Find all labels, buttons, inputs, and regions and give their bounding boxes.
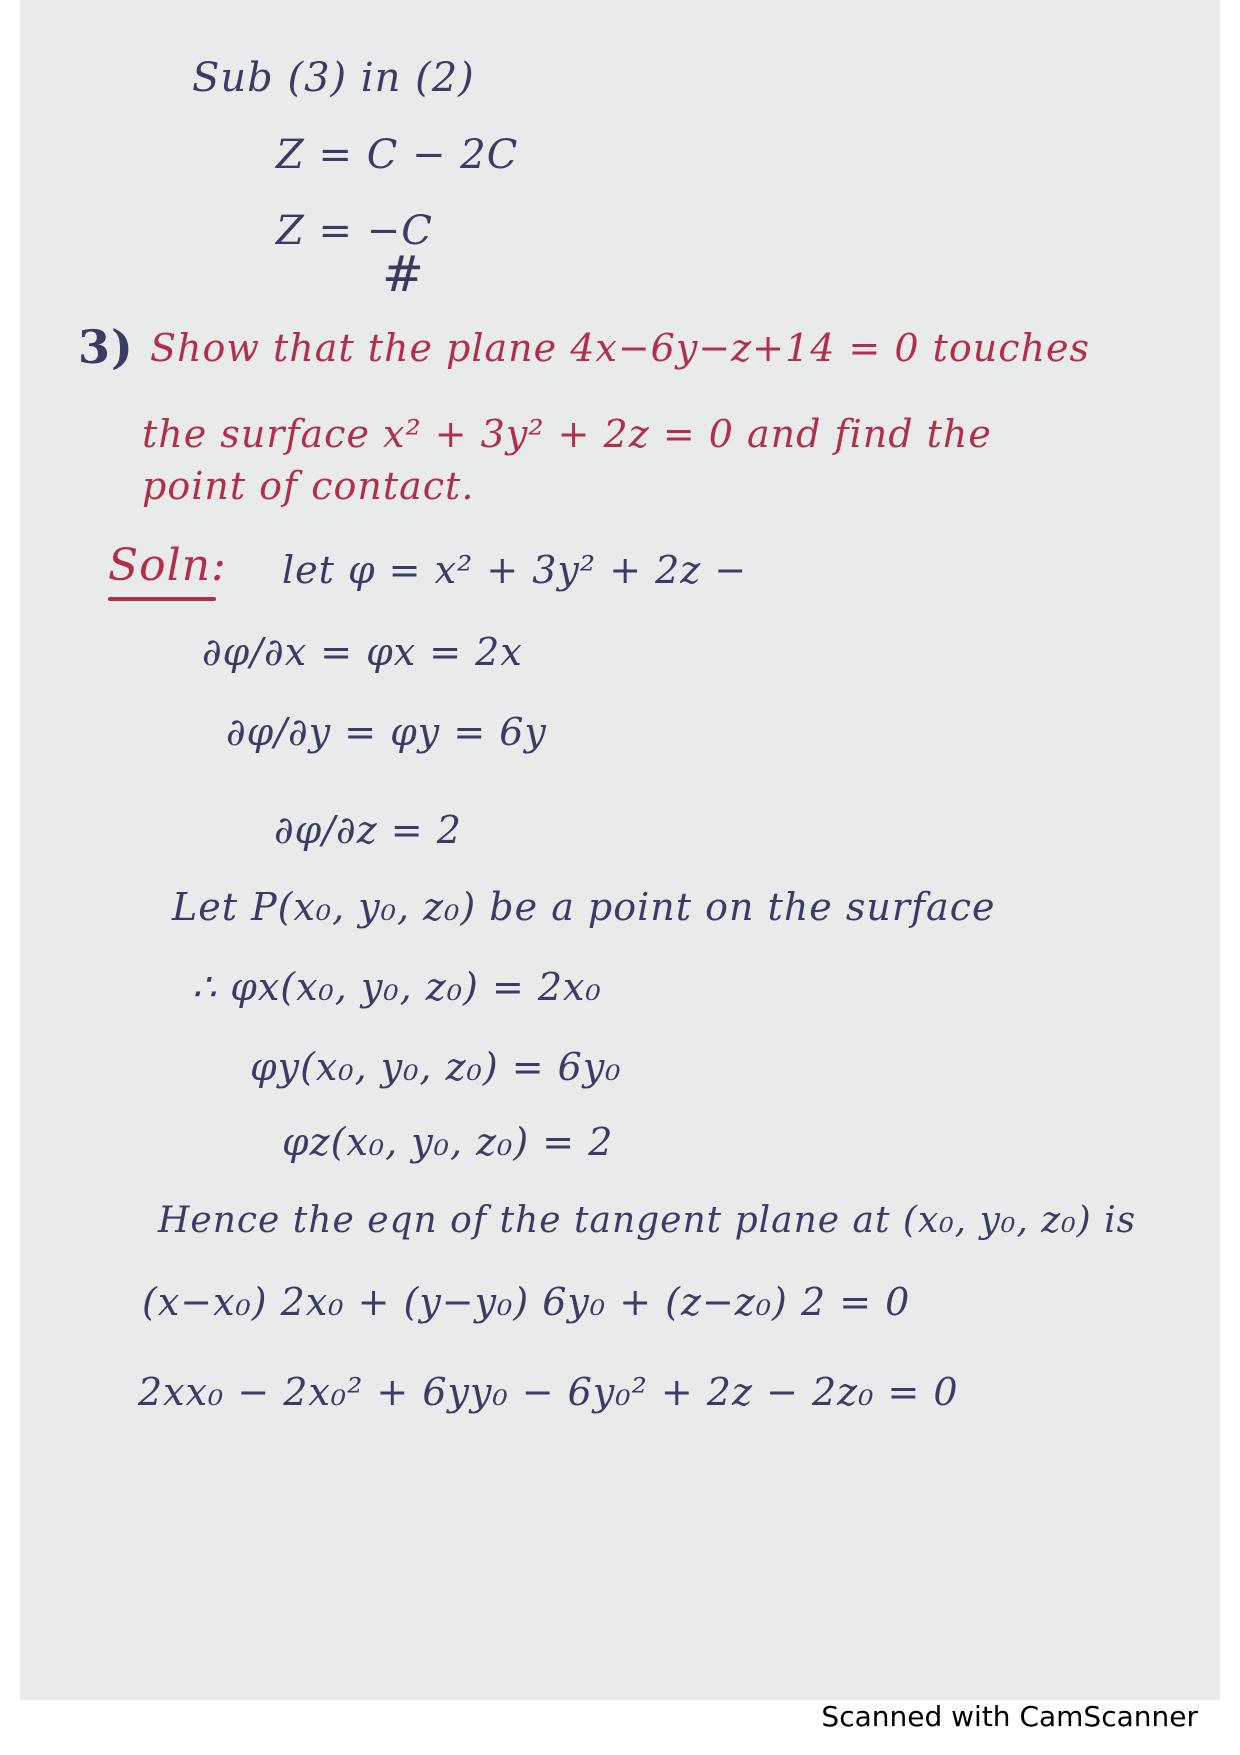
equation-line: φz(x₀, y₀, z₀) = 2 (282, 1120, 614, 1164)
question-text: the surface x² + 3y² + 2z = 0 and find the (142, 412, 992, 456)
solution-label: Soln: (108, 540, 227, 591)
text-line: Let P(x₀, y₀, z₀) be a point on the surface (172, 885, 996, 929)
equation-line: 2xx₀ − 2x₀² + 6yy₀ − 6y₀² + 2z − 2z₀ = 0 (138, 1370, 959, 1414)
scanned-page (20, 0, 1220, 1700)
equation-line: ∂φ/∂y = φy = 6y (226, 710, 547, 754)
text-line: Sub (3) in (2) (192, 55, 475, 101)
solution-underline (108, 597, 216, 601)
equation-line: ∂φ/∂z = 2 (274, 808, 462, 852)
equation-line: Z = −C (276, 208, 433, 254)
scanner-watermark: Scanned with CamScanner (821, 1700, 1198, 1733)
question-text: Show that the plane 4x−6y−z+14 = 0 touches (150, 326, 1090, 370)
text-line: Hence the eqn of the tangent plane at (x₀, y₀, z₀) is (158, 1200, 1137, 1241)
equation-line: φy(x₀, y₀, z₀) = 6y₀ (250, 1045, 622, 1089)
equation-line: let φ = x² + 3y² + 2z − (282, 548, 748, 592)
equation-line: ∴ φx(x₀, y₀, z₀) = 2x₀ (192, 965, 602, 1009)
hash-mark-icon: # (382, 245, 424, 303)
equation-line: (x−x₀) 2x₀ + (y−y₀) 6y₀ + (z−z₀) 2 = 0 (142, 1280, 911, 1324)
question-text: point of contact. (142, 464, 475, 508)
equation-line: Z = C − 2C (276, 132, 519, 178)
question-number: 3) (78, 320, 134, 374)
equation-line: ∂φ/∂x = φx = 2x (202, 630, 523, 674)
